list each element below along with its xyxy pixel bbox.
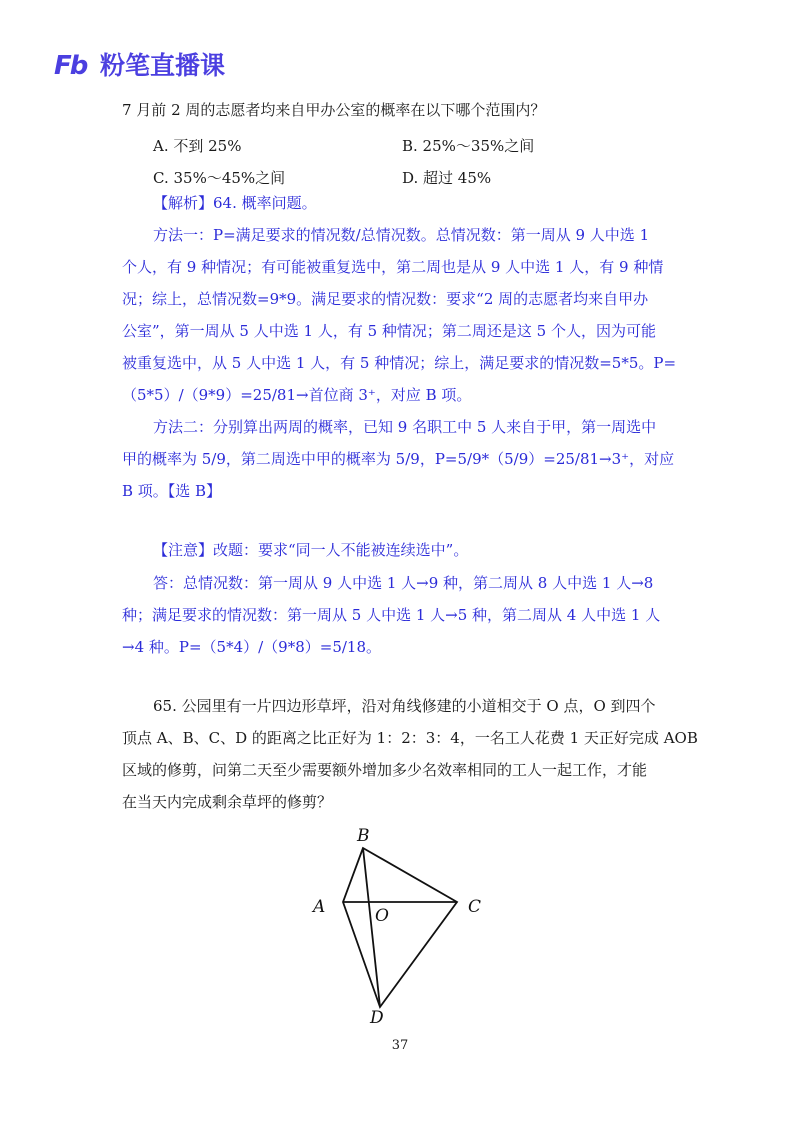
logo-text: 粉笔直播课 [100,51,226,80]
vertex-label-d: D [370,1008,384,1028]
analysis-line: B 项。【选 B】 [122,482,222,500]
analysis-line: 况；综上，总情况数=9*9。满足要求的情况数：要求“2 周的志愿者均来自甲办 [122,290,649,308]
quadrilateral-diagram [300,820,500,1030]
analysis-line: 甲的概率为 5/9，第二周选中甲的概率为 5/9，P=5/9*（5/9）=25/81→3⁺，对应 [122,450,675,468]
q64-option-a: A. 不到 25% [153,137,242,155]
brand-logo [54,50,225,82]
analysis-line: （5*5）/（9*9）=25/81→首位商 3⁺，对应 B 项。 [122,386,472,404]
quadrilateral-outline [343,848,457,1007]
analysis-line: 被重复选中，从 5 人中选 1 人，有 5 种情况；综上，满足要求的情况数=5*5。P= [122,354,677,372]
vertex-label-c: C [468,897,482,917]
logo-mark: Fb [54,51,87,81]
note-line: →4 种。P=（5*4）/（9*8）=5/18。 [122,638,382,656]
q64-option-b: B. 25%～35%之间 [402,137,535,155]
q64-option-d: D. 超过 45% [402,169,492,187]
analysis-line: 个人，有 9 种情况；有可能被重复选中，第二周也是从 9 人中选 1 人，有 9 种情 [122,258,664,276]
q65-line: 65. 公园里有一片四边形草坪，沿对角线修建的小道相交于 O 点，O 到四个 [153,697,656,715]
q64-option-c: C. 35%～45%之间 [153,169,286,187]
q64-stem: 7 月前 2 周的志愿者均来自甲办公室的概率在以下哪个范围内？ [122,101,546,119]
q65-line: 在当天内完成剩余草坪的修剪？ [122,793,333,811]
vertex-label-b: B [357,826,370,846]
q65-line: 顶点 A、B、C、D 的距离之比正好为 1：2：3：4，一名工人花费 1 天正好完成 AOB [122,729,698,747]
analysis-line: 方法二：分别算出两周的概率，已知 9 名职工中 5 人来自于甲，第一周选中 [153,418,657,436]
page-number: 37 [391,1038,409,1053]
q65-line: 区域的修剪，问第二天至少需要额外增加多少名效率相同的工人一起工作，才能 [122,761,648,779]
note-heading: 【注意】改题：要求“同一人不能被连续选中”。 [153,541,469,559]
note-line: 种；满足要求的情况数：第一周从 5 人中选 1 人→5 种，第二周从 4 人中选 1 人 [122,606,661,624]
note-line: 答：总情况数：第一周从 9 人中选 1 人→9 种，第二周从 8 人中选 1 人→8 [153,574,654,592]
vertex-label-o: O [375,906,389,926]
analysis-heading: 【解析】64. 概率问题。 [153,194,317,212]
analysis-line: 公室”，第一周从 5 人中选 1 人，有 5 种情况；第二周还是这 5 个人，因为可能 [122,322,656,340]
vertex-label-a: A [313,897,326,917]
analysis-line: 方法一：P=满足要求的情况数/总情况数。总情况数：第一周从 9 人中选 1 [153,226,650,244]
